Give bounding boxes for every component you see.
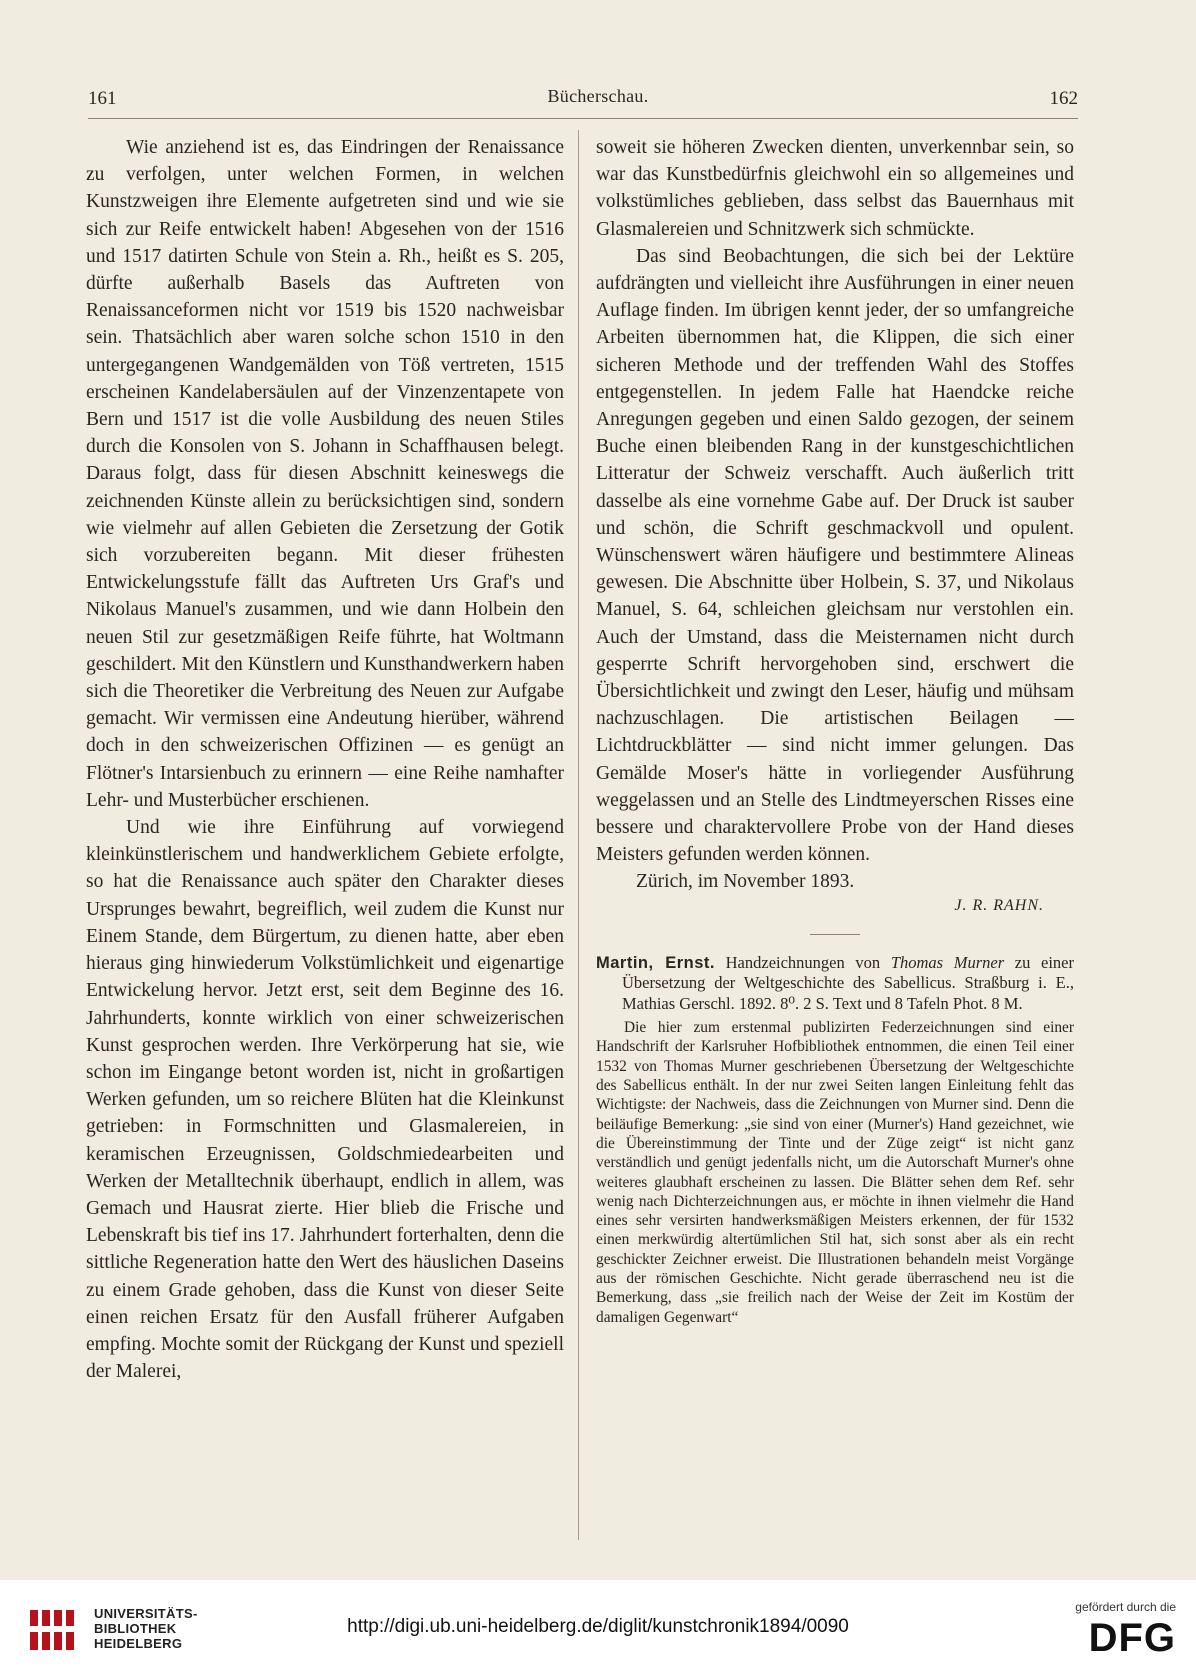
page-number-left: 161 (88, 88, 117, 109)
page-number-right: 162 (1049, 88, 1078, 109)
entry-author: Martin, Ernst. (596, 953, 715, 972)
library-logo-text: UNIVERSITÄTS- BIBLIOTHEK HEIDELBERG (94, 1606, 198, 1651)
header-rule (88, 118, 1078, 119)
permalink-url[interactable]: http://digi.ub.uni-heidelberg.de/diglit/kunstchronik1894/0090 (347, 1616, 849, 1637)
paragraph: soweit sie höheren Zwecken dienten, unverkennbar sein, so war das Kunstbedürfnis gleichwohl ein so allgemeines und volkstümliches geblieben, dass selbst das Bauernhaus mit Glasmalereien und Schnitzwerk sich schmückte. (596, 137, 1074, 240)
entry-title-pre: Handzeichnungen von (725, 952, 881, 972)
dfg-logo: DFG (1088, 1616, 1176, 1660)
footer-bar (0, 1580, 1196, 1677)
bibliographic-entry (596, 953, 1074, 1015)
entry-title-name: Thomas Murner (890, 952, 1005, 972)
entry-title-post: zu einer Übersetzung der Weltgeschichte des Sabellicus. Straßburg i. E., Mathias Gerschl. 1892. 8⁰. 2 S. Text und 8 Tafeln Phot. 8 M. (622, 952, 1074, 1013)
paragraph: Und wie ihre Einführung auf vorwiegend kleinkünstlerischem und handwerklichem Gebiete erfolgte, so hat die Renaissance auch später den Charakter dieses Ursprunges bewahrt, begreiflich, weil zudem die Kunst nur Einem Stande, dem Bürgertum, zu dienen hatte, aber eben hieraus ging hinwiederum Volkstümlichkeit und eigenartige Entwickelung hervor. Jetzt erst, seit dem Beginne des 16. Jahrhunderts, konnte wirklich von einer schweizerischen Kunst gesprochen werden. Ihre Verkörperung hat sie, wie schon im Eingange betont worden ist, nicht in großartigen Werken gefunden, um so reichere Blüten hat die Kleinkunst getrieben: in Formschnitten und Glasmalereien, in keramischen Erzeugnissen, Goldschmiedearbeiten und Werken der Metalltechnik überhaupt, endlich in allem, was Gemach und Hausrat zierte. Hier blieb die Frische und Lebenskraft bis tief ins 17. Jahrhundert forterhalten, denn die sittliche Regeneration hatte den Wert des häuslichen Daseins zu einem Grade gehoben, dass die Kunst von dieser Seite einen reichen Ersatz für den Ausfall früherer Aufgaben empfing. Mochte somit der Rückgang der Kunst und speziell der Malerei, (86, 817, 564, 1383)
review-text: Die hier zum erstenmal publizirten Federzeichnungen sind einer Handschrift der Karlsruher Hofbibliothek entnommen, die einen Teil einer 1532 von Thomas Murner geschriebenen Übersetzung der Weltgeschichte des Sabellicus enthält. In der nur zwei Seiten langen Einleitung fehlt das Wichtigste: der Nachweis, dass die Zeichnungen von Murner sind. Denn die beiläufige Bemerkung: „sie sind von einer (Murner's) Hand gezeichnet, wie die Übereinstimmung der Tinte und der Züge zeigt“ ist nicht ganz verständlich und genügt jedenfalls nicht, um die Autorschaft Murner's ohne weiteres glaubhaft erscheinen zu lassen. Die Blätter sehen dem Ref. sehr wenig nach Dichterzeichnungen aus, er möchte in ihnen vielmehr die Hand eines sehr versirten handwerksmäßigen Meisters erkennen, der für 1532 einen merkwürdig altertümlichen Stil hat, sich sonst aber als ein recht geschickter Zeichner erweist. Die Illustrationen behandeln meist Vorgänge aus der römischen Geschichte. Nicht gerade überraschend neu ist die Bemerkung, dass „sie freilich nach der Weise der Zeit im Kostüm der damaligen Gegenwart“ (596, 1019, 1074, 1326)
author-signature: J. R. RAHN. (954, 896, 1044, 914)
funding-label: gefördert durch die (1075, 1600, 1176, 1614)
signoff-place-date: Zürich, im November 1893. (636, 871, 855, 893)
paragraph: Das sind Beobachtungen, die sich bei der Lektüre aufdrängten und vielleicht ihre Ausführungen in einer neuen Auflage finden. Im übrigen kennt jeder, der so umfangreiche Arbeiten übernommen hat, die Klippen, die sich einer sicheren Methode und der treffenden Wahl des Stoffes entgegenstellen. In jedem Falle hat Haendcke reiche Anregungen gegeben und einen Saldo gezogen, der seinem Buche einen bleibenden Rang in der kunstgeschichtlichen Litteratur der Schweiz verschafft. Auch äußerlich tritt dasselbe als eine vornehme Gabe auf. Der Druck ist sauber und schön, die Schrift geschmackvoll und opulent. Wünschenswert wären häufigere und bestimmtere Alineas gewesen. Die Abschnitte über Holbein, S. 37, und Nikolaus Manuel, S. 64, schleichen gleichsam nur verstohlen ein. Auch der Umstand, dass die Meisternamen nicht durch gesperrte Schrift hervorgehoben sind, erschwert die Übersichtlichkeit und zwingt den Leser, häufig und mühsam nachzuschlagen. Die artistischen Beilagen — Lichtdruckblätter — sind nicht immer gelungen. Das Gemälde Moser's hätte in vorliegender Ausführung weggelassen und an Stelle des Lindtmeyerschen Risses eine bessere und charaktervollere Probe von der Hand dieses Meisters gefunden werden können. (596, 245, 1074, 866)
section-separator (810, 934, 860, 935)
right-column (596, 134, 1074, 1327)
left-column (86, 134, 564, 1385)
running-title: Bücherschau. (547, 86, 649, 106)
column-divider (578, 130, 579, 1540)
paragraph: Wie anziehend ist es, das Eindringen der Renaissance zu verfolgen, unter welchen Formen, in welchen Kunstzweigen ihre Elemente aufgetreten sind und wie sie sich zur Reife entwickelt haben! Abgesehen von der 1516 und 1517 datirten Schule von Stein a. Rh., heißt es S. 205, dürfte außerhalb Basels das Auftreten von Renaissanceformen nicht vor 1519 bis 1520 nachweisbar sein. Thatsächlich aber waren solche schon 1510 in den untergegangenen Wandgemälden von Töß vertreten, 1515 erscheinen Kandelabersäulen auf der Vinzenzentapete von Bern und 1517 ist die volle Ausbildung des neuen Stiles durch die Konsolen von S. Johann in Schaffhausen belegt. Daraus folgt, dass für diesen Abschnitt keineswegs die zeichnenden Künste allein zu berücksichtigen sind, sondern wie vielmehr auf allen Gebieten die Zersetzung der Gotik sich vorzubereiten begann. Mit dieser frühesten Entwickelungsstufe fällt das Auftreten Urs Graf's und Nikolaus Manuel's zusammen, und wie dann Holbein den neuen Stil zur gesetzmäßigen Reife führte, hat Woltmann geschildert. Mit den Künstlern und Kunsthandwerkern haben sich die Theoretiker die Verbreitung des Neuen zur Aufgabe gemacht. Wir vermissen eine Andeutung hierüber, während doch in den schweizerischen Offizinen — es genügt an Flötner's Intarsienbuch zu erinnern — eine Reihe namhafter Lehr- und Musterbücher erschienen. (86, 137, 564, 811)
